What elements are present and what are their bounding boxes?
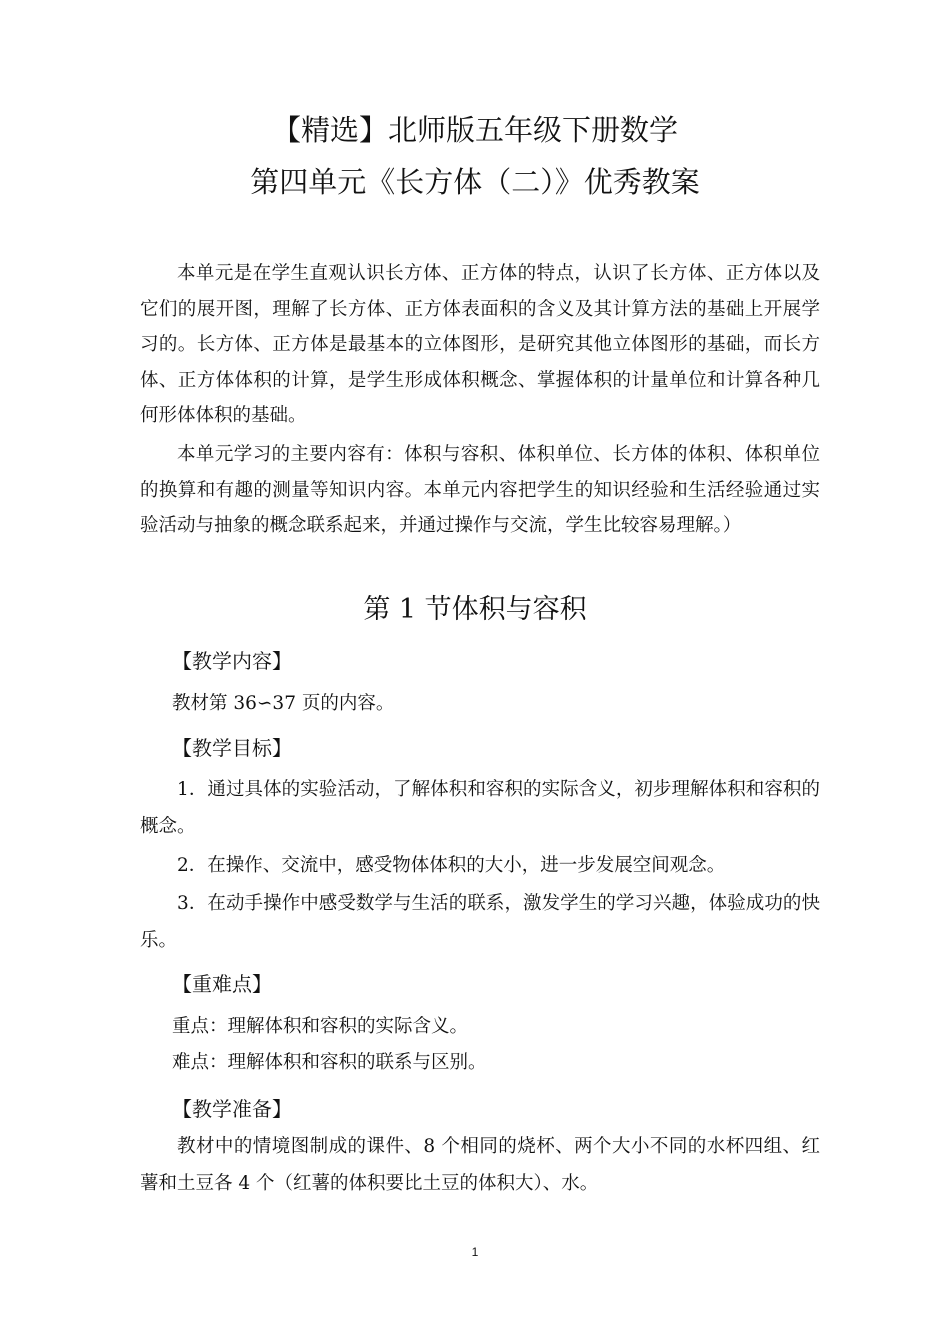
teaching-content-heading: 【教学内容】 <box>172 649 292 673</box>
difficult-point-text: 难点：理解体积和容积的联系与区别。 <box>172 1052 487 1073</box>
objective-item-3: 3．在动手操作中感受数学与生活的联系，激发学生的学习兴趣，体验成功的快乐。 <box>140 893 820 951</box>
teaching-preparation-text: 教材中的情境图制成的课件、8 个相同的烧杯、两个大小不同的水杯四组、红薯和土豆各 4 个（红薯的体积要比土豆的体积大）、水。 <box>140 1136 820 1194</box>
key-point-text: 重点：理解体积和容积的实际含义。 <box>172 1016 469 1037</box>
section-title: 第 1 节体积与容积 <box>363 594 587 625</box>
intro-paragraph-2: 本单元学习的主要内容有：体积与容积、体积单位、长方体的体积、体积单位的换算和有趣的测量等知识内容。本单元内容把学生的知识经验和生活经验通过实验活动与抽象的概念联系起来，并通过操作与交流，学生比较容易理解。） <box>140 444 820 536</box>
teaching-preparation-heading: 【教学准备】 <box>172 1097 292 1121</box>
objective-item-2: 2．在操作、交流中，感受物体体积的大小，进一步发展空间观念。 <box>177 855 726 876</box>
page-number: 1 <box>471 1245 479 1259</box>
intro-paragraph-1: 本单元是在学生直观认识长方体、正方体的特点，认识了长方体、正方体以及它们的展开图，理解了长方体、正方体表面积的含义及其计算方法的基础上开展学习的。长方体、正方体是最基本的立体图形，是研究其他立体图形的基础，而长方体、正方体体积的计算，是学生形成体积概念、掌握体积的计量单位和计算各种几何形体体积的基础。 <box>140 263 820 426</box>
document-title-line-1: 【精选】北师版五年级下册数学 <box>271 113 678 147</box>
objective-item-1: 1．通过具体的实验活动，了解体积和容积的实际含义，初步理解体积和容积的概念。 <box>140 779 820 837</box>
key-points-heading: 【重难点】 <box>172 972 272 996</box>
teaching-content-text: 教材第 36∽37 页的内容。 <box>172 693 395 714</box>
document-title-line-2: 第四单元《长方体（二）》优秀教案 <box>250 165 700 199</box>
teaching-objectives-heading: 【教学目标】 <box>172 736 292 760</box>
